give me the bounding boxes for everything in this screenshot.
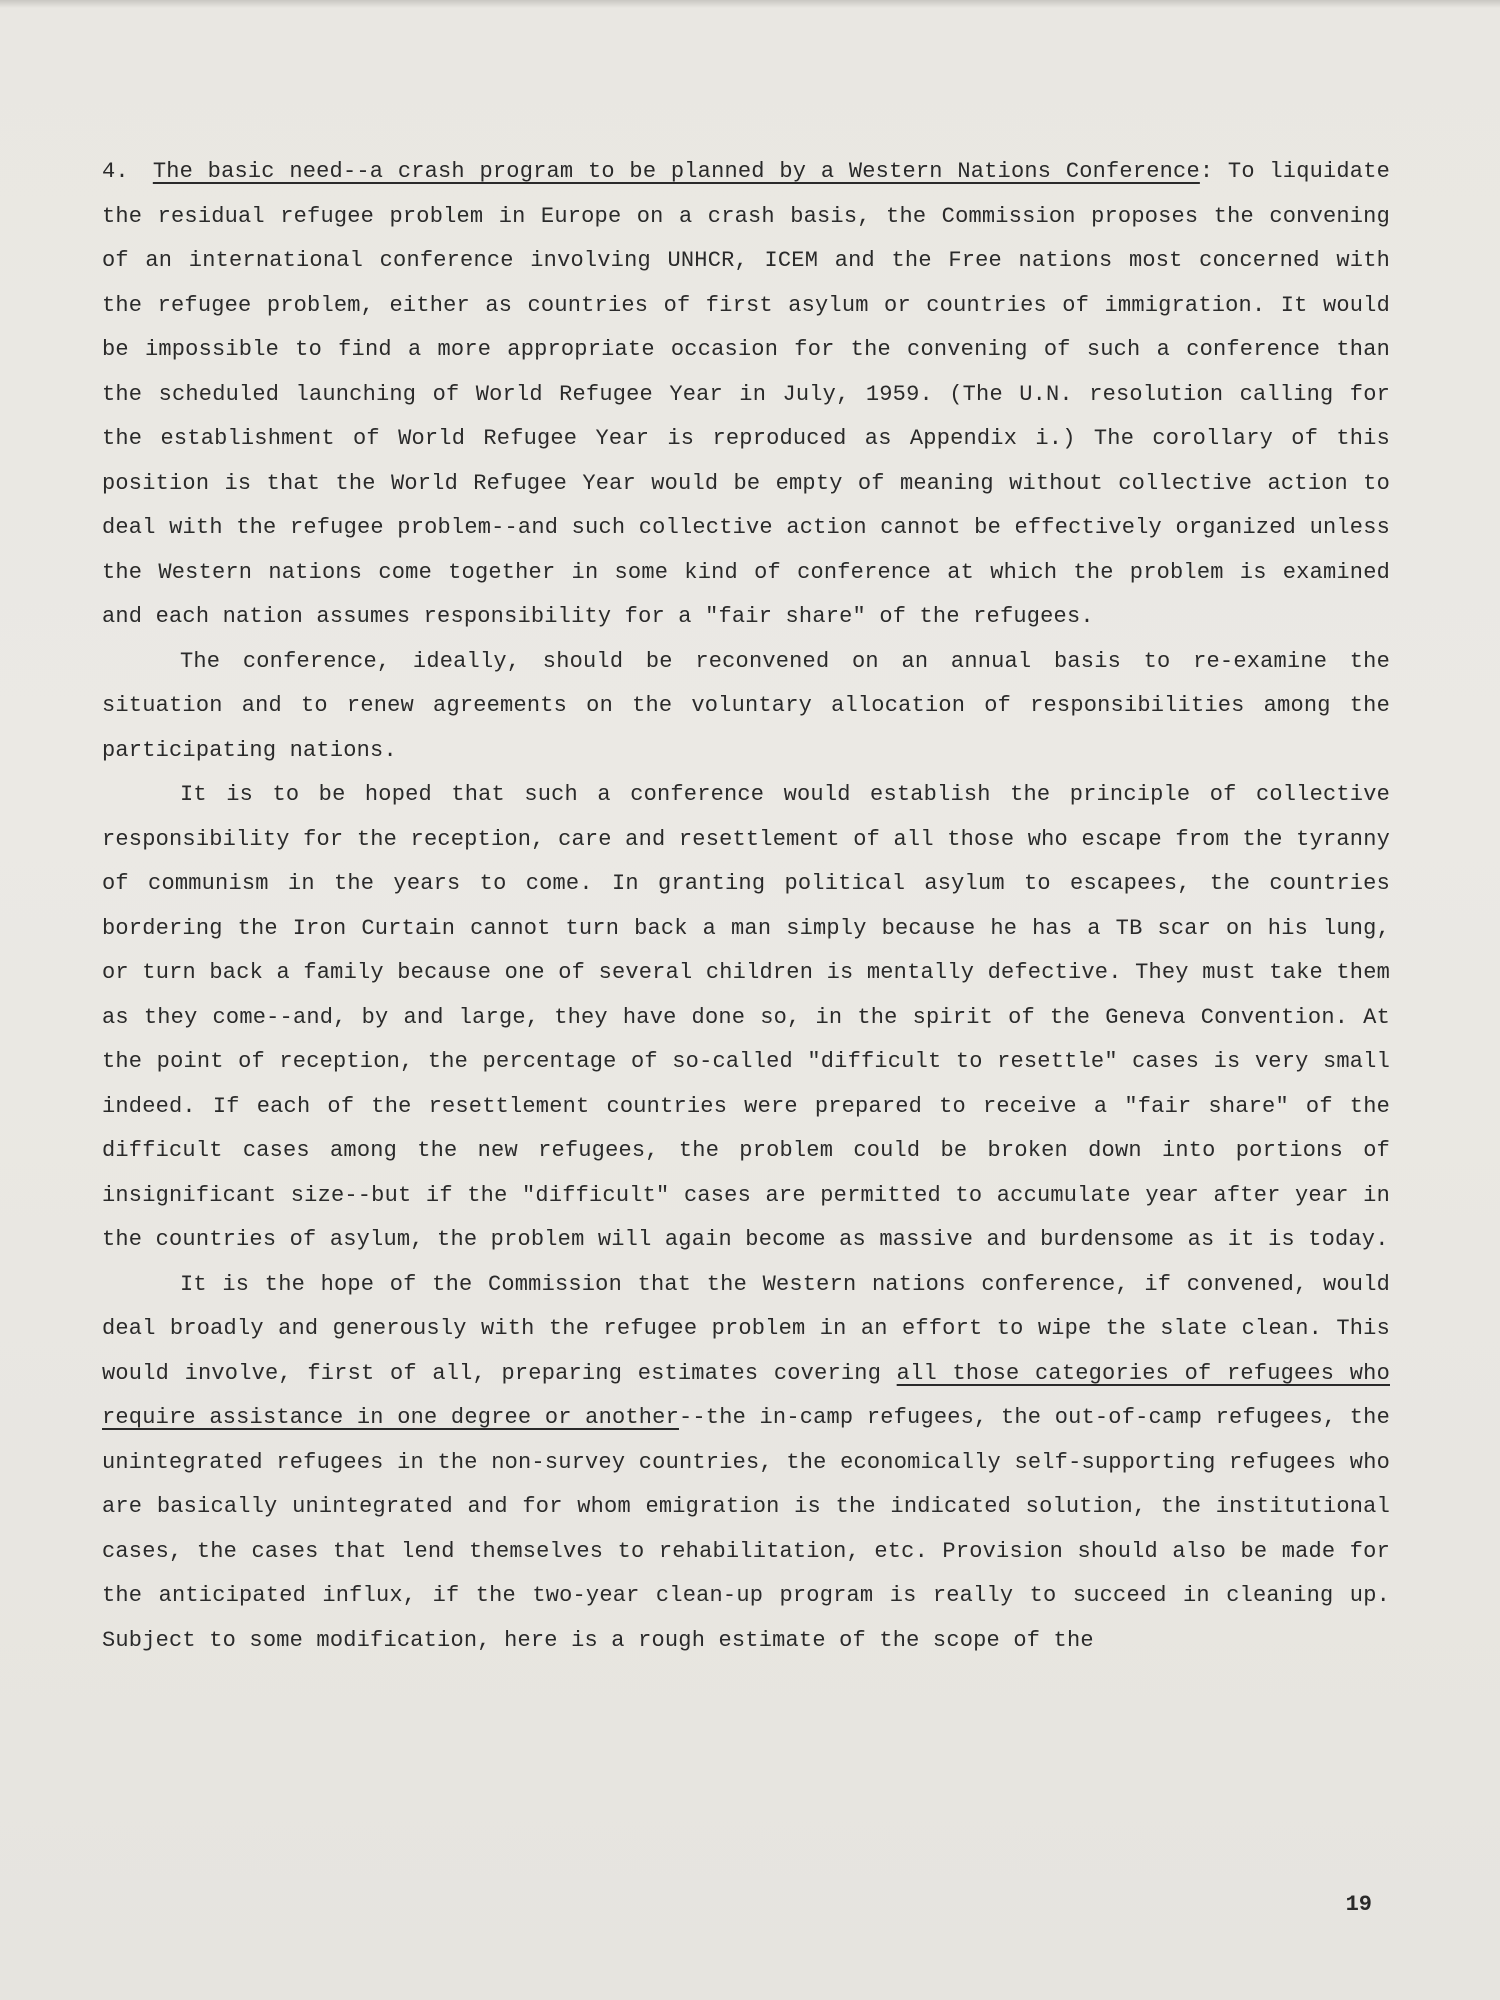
paragraph-commission-hope-text-2: --the in-camp refugees, the out-of-camp refugees, the unintegrated refugees in the non-survey countries, the economically self-supporting refugees who are basically unintegrated and for whom emigration is the indicated solution, the institutional cases, the cases that lend themselves to rehabilitation, etc. Provision should also be made for the anticipated influx, if the two-year clean-up program is really to succeed in cleaning up. Subject to some modification, here is a rough estimate of the scope of the <box>102 1405 1390 1653</box>
paragraph-conference-annual: The conference, ideally, should be reconvened on an annual basis to re-examine the situation and to renew agreements on the voluntary allocation of responsibilities among the participating nations. <box>102 648 1390 763</box>
paragraph-commission-hope-text-1: It is the hope of the Commission that the Western nations conference, if convened, would deal broadly and generously with the refugee problem in an effort to wipe the slate clean. This would involve, first of all, preparing estimates covering <box>102 1271 1390 1386</box>
section-4-paragraph <box>102 150 1390 640</box>
section-heading-punct: : <box>1199 159 1214 184</box>
page-number: 19 <box>1345 1892 1372 1917</box>
section-number: 4. <box>102 159 129 184</box>
paragraph-commission-hope <box>102 1263 1390 1664</box>
paragraph-collective-responsibility: It is to be hoped that such a conference would establish the principle of collective responsibility for the reception, care and resettlement of all those who escape from the tyranny of communism in the years to come. In granting political asylum to escapees, the countries bordering the Iron Curtain cannot turn back a man simply because he has a TB scar on his lung, or turn back a family because one of several children is mentally defective. They must take them as they come--and, by and large, they have done so, in the spirit of the Geneva Convention. At the point of reception, the percentage of so-called "difficult to resettle" cases is very small indeed. If each of the resettlement countries were prepared to receive a "fair share" of the difficult cases among the new refugees, the problem could be broken down into portions of insignificant size--but if the "difficult" cases are permitted to accumulate year after year in the countries of asylum, the problem will again become as massive and burdensome as it is today. <box>102 782 1390 1252</box>
section-heading: The basic need--a crash program to be planned by a Western Nations Conference <box>152 159 1200 184</box>
section-intro-text: To liquidate the residual refugee problem in Europe on a crash basis, the Commission proposes the convening of an international conference involving UNHCR, ICEM and the Free nations most concerned with the refugee problem, either as countries of first asylum or countries of immigration. It would be impossible to find a more appropriate occasion for the convening of such a conference than the scheduled launching of World Refugee Year in July, 1959. (The U.N. resolution calling for the establishment of World Refugee Year is reproduced as Appendix i.) The corollary of this position is that the World Refugee Year would be empty of meaning without collective action to deal with the refugee problem--and such collective action cannot be effectively organized unless the Western nations come together in some kind of conference at which the problem is examined and each nation assumes responsibility for a "fair share" of the refugees. <box>102 159 1391 629</box>
underlined-categories-phrase: all those categories of refugees who require assistance in one degree or another <box>102 1360 1390 1430</box>
